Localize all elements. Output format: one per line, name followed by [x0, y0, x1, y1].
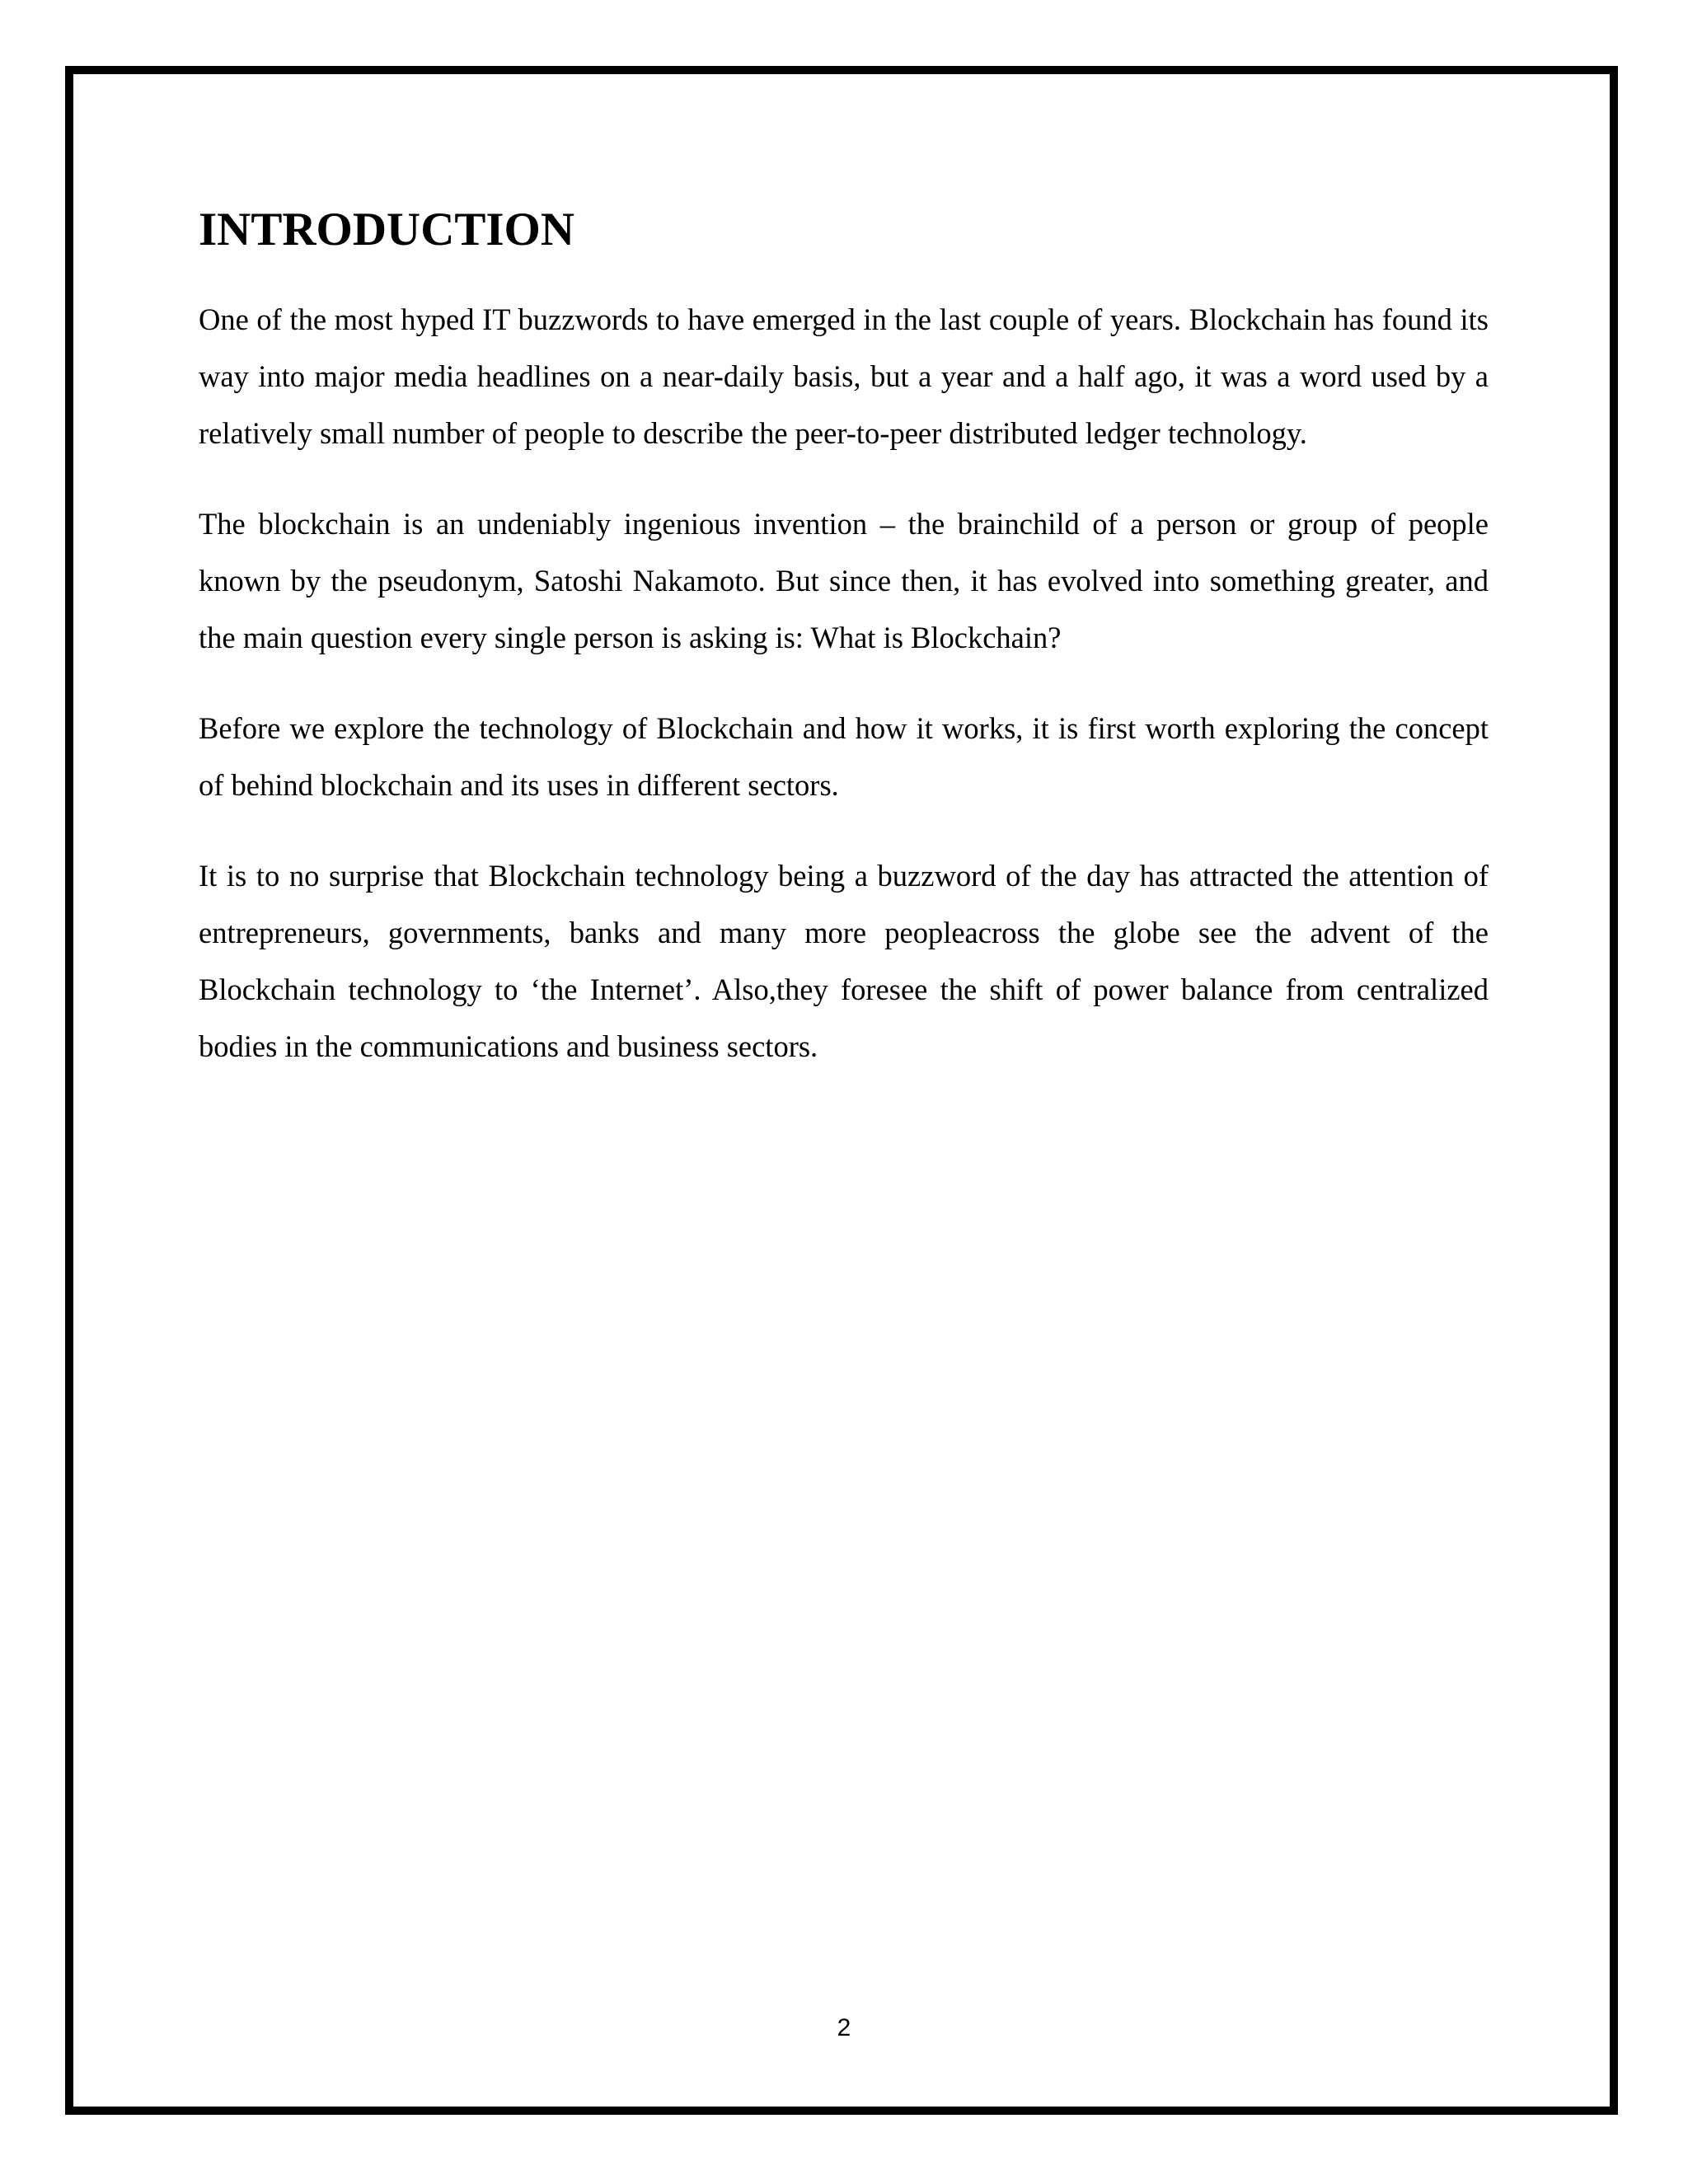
page-number: 2 — [837, 2014, 851, 2041]
document-body — [199, 190, 1489, 1075]
paragraph-1: One of the most hyped IT buzzwords to have emerged in the last couple of years. Blockchain has found its way into major media headlines on a near-daily basis, but a year and a half ago, it was a word used by a relatively small number of people to describe the peer-to-peer distributed ledger technology. — [199, 302, 1489, 450]
paragraph-4: It is to no surprise that Blockchain technology being a buzzword of the day has attracted the attention of entrepreneurs, governments, banks and many more peopleacross the globe see the advent of the Blockchain technology to ‘the Internet’. Also,they foresee the shift of power balance from centralized bodies in the communications and business sectors. — [199, 859, 1489, 1063]
paragraph-3: Before we explore the technology of Blockchain and how it works, it is first worth exploring the concept of behind blockchain and its uses in different sectors. — [199, 711, 1489, 802]
paragraph-2: The blockchain is an undeniably ingenious invention – the brainchild of a person or group of people known by the pseudonym, Satoshi Nakamoto. But since then, it has evolved into something greater, and the main question every single person is asking is: What is Blockchain? — [199, 507, 1489, 654]
section-heading: INTRODUCTION — [199, 204, 575, 255]
